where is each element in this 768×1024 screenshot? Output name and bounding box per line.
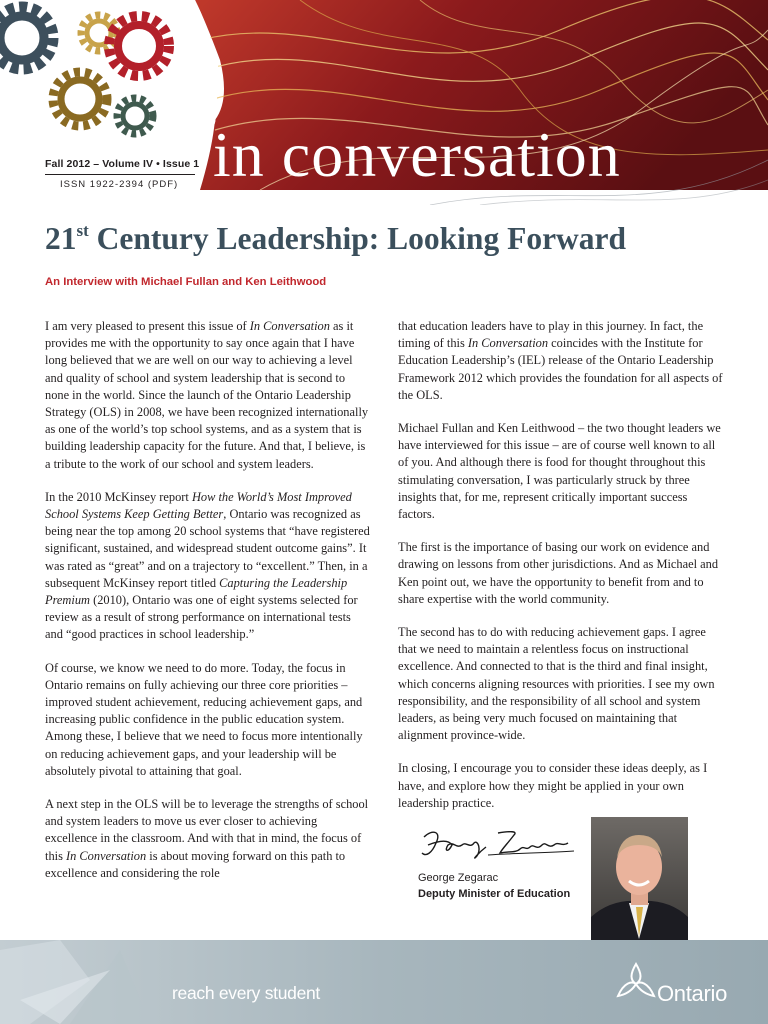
title-number: 21	[45, 221, 77, 256]
handwritten-signature	[418, 823, 578, 868]
text-run: coincides with the Institute for Education Leadership’s (IEL) release of the Ontario Leadership Framework 2012 which provides the foundation for all aspects of the OLS.	[398, 336, 723, 402]
page-title	[45, 222, 626, 257]
publication-name: In Conversation	[249, 319, 330, 333]
signature-block	[418, 823, 578, 908]
signatory-title: Deputy Minister of Education	[418, 888, 571, 900]
paragraph	[45, 489, 370, 644]
header-banner	[0, 0, 768, 205]
paragraph: Michael Fullan and Ken Leithwood – the two thought leaders we have interviewed for this issue – are of course well known to all of you. And although there is food for thought throughout this stimulating conversation, I was particularly struck by three insights that, for me, represent critically important success factors.	[398, 421, 721, 522]
title-text: Century Leadership: Looking Forward	[88, 221, 627, 256]
text-run: I am very pleased to present this issue of	[45, 319, 250, 333]
text-run: that education leaders have to play in this journey. In fact, the timing of this	[398, 319, 704, 351]
text-run: , Ontario was recognized as being near the top among 20 school systems that “have registered significant, sustained, and widespread student outcome gains”. It was rated as “great” and on a trajectory to “excellent.” Then, in a subsequent McKinsey report titled	[45, 507, 370, 590]
paragraph	[398, 318, 723, 404]
footer-tagline: reach every student	[172, 983, 320, 1003]
issn: ISSN 1922-2394 (PDF)	[60, 179, 179, 190]
text-run: In the 2010 McKinsey report	[45, 489, 192, 504]
body-column-left	[45, 318, 370, 898]
paragraph	[45, 796, 370, 882]
issue-info: Fall 2012 – Volume IV • Issue 1	[45, 158, 200, 170]
text-run: is about moving forward on this path to excellence and considering the role	[45, 848, 346, 880]
body-column-right	[398, 318, 723, 828]
text-run: A next step in the OLS will be to leverage the strengths of school and system leaders to move us ever closer to achieving excellence in the classroom. And with that in mind, the focus of this	[45, 797, 369, 863]
issue-divider	[45, 174, 195, 175]
paragraph: Of course, we know we need to do more. Today, the focus in Ontario remains on fully achieving our three core priorities – improved student achievement, reducing achievement gaps, and increasing public confidence in the public education system. Among these, I believe that we need to focus more intentionally on reducing achievement gaps, and your leadership will be absolutely pivotal to attaining that goal.	[45, 660, 363, 778]
title-ordinal: st	[76, 221, 89, 240]
text-run: (2010), Ontario was one of eight systems selected for review as a result of strong performance on international tests and “good practices in school leadership.”	[45, 593, 358, 642]
paragraph: The second has to do with reducing achievement gaps. I agree that we need to maintain a relentless focus on instructional excellence. And connected to that is the third and final insight, which concerns aligning resources with priorities. I see my own responsibility, and the responsibility of all school and system leaders, as being very much focused on maintaining that alignment province-wide.	[398, 625, 715, 743]
footer-band	[0, 940, 768, 1024]
ontario-wordmark: Ontario	[657, 981, 728, 1006]
article-subtitle: An Interview with Michael Fullan and Ken Leithwood	[45, 276, 327, 288]
text-run: as it provides me with the opportunity to say once again that I have long believed that we are well on our way to achieving a level and quality of school and system leadership that is second to none in the world. Since the launch of the Ontario Leadership Strategy (OLS) in 2008, we have been recognized internationally as one of the world’s top school systems, and as a system that is building leadership capacity for the future. And that, I believe, is a tribute to the work of our school and system leaders.	[45, 319, 369, 471]
report-title: Capturing the Leadership Premium	[45, 575, 348, 608]
report-title: How the World’s Most Improved School Systems Keep Getting Better	[45, 489, 352, 522]
portrait-photo	[591, 817, 688, 940]
publication-name: In Conversation	[66, 848, 147, 863]
publication-name: In Conversation	[467, 336, 549, 351]
signatory-name: George Zegarac	[418, 872, 499, 884]
paragraph	[45, 318, 370, 473]
paragraph: The first is the importance of basing our work on evidence and drawing on lessons from other jurisdictions. And as Michael and Ken point out, we have the opportunity to benefit from and to share expertise with the world community.	[398, 540, 719, 606]
paragraph: In closing, I encourage you to consider these ideas deeply, as I have, and explore how they might be applied in your own leadership practice.	[398, 761, 708, 810]
masthead-title: in conversation	[213, 119, 621, 190]
